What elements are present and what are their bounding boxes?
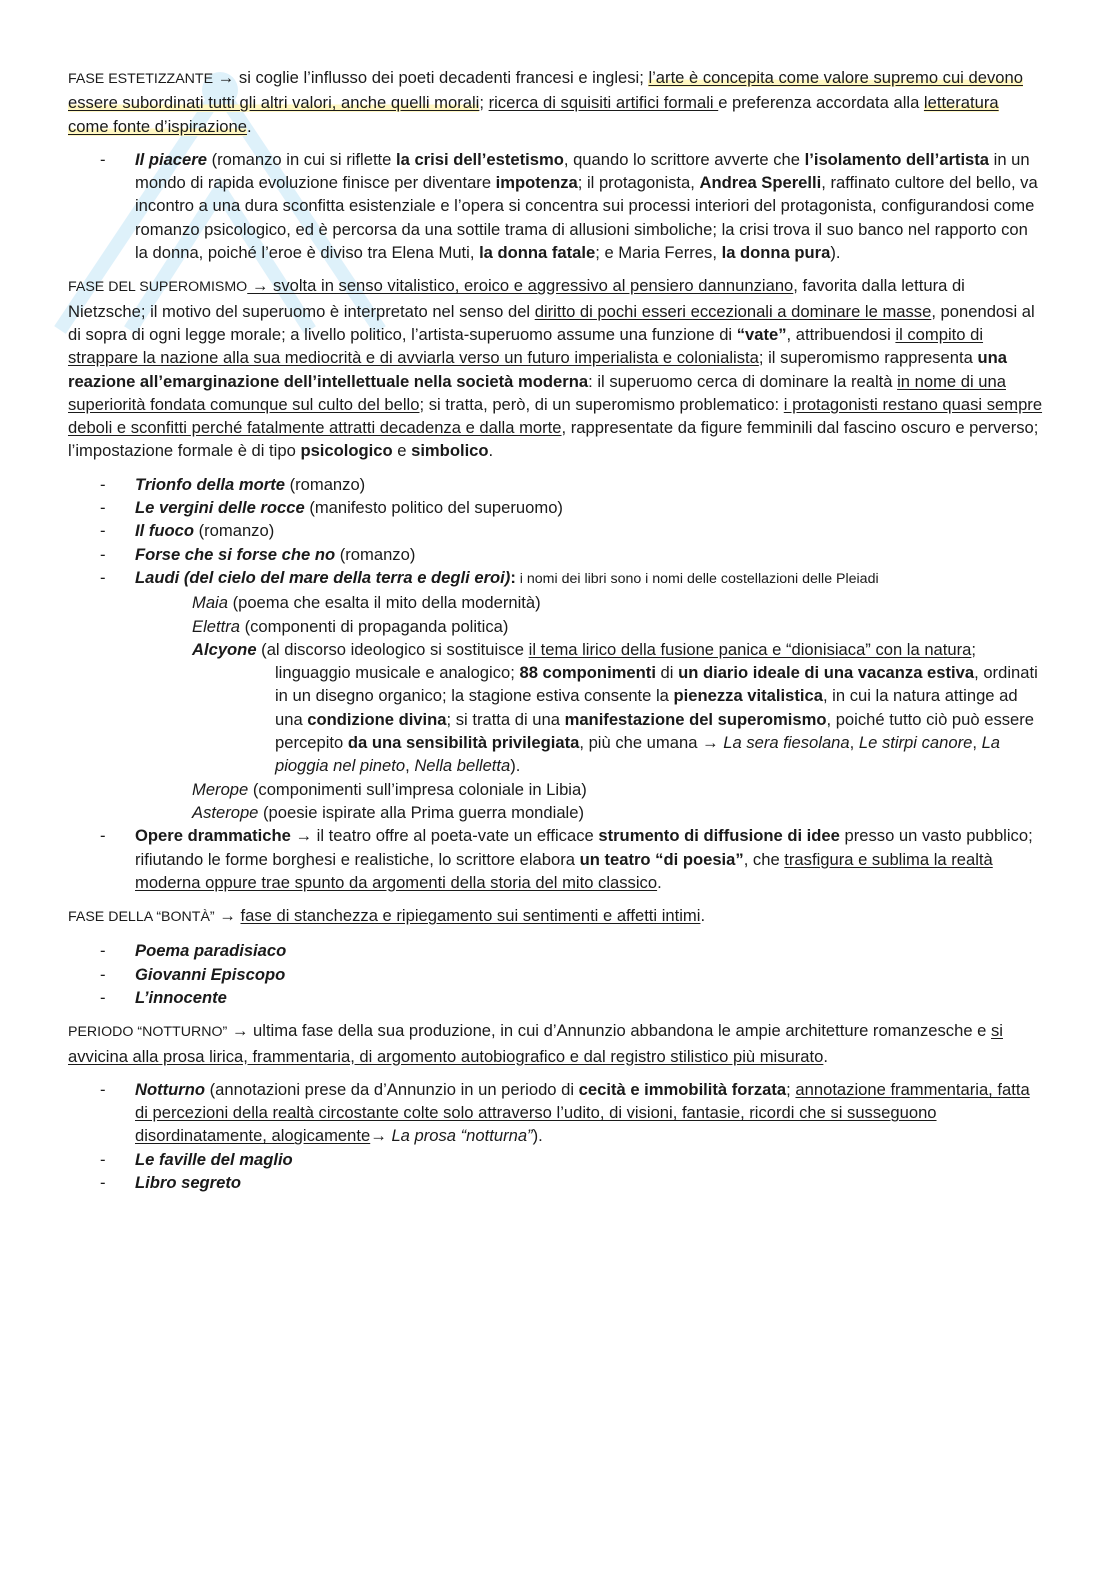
section-estetizzante: FASE ESTETIZZANTE → si coglie l’influsso dei poeti decadenti francesi e inglesi; l’arte è concepita come valore supremo cui devono essere subordinati tutti gli altri valori, anche quelli morali; ricerca di squisiti artifici formali e preferenza accordata alla letteratura come fonte d’ispirazione.	[68, 68, 1023, 136]
section-label: PERIODO “NOTTURNO”	[68, 1024, 228, 1041]
section-notturno: PERIODO “NOTTURNO” → ultima fase della sua produzione, in cui d’Annunzio abbandona le ampie architetture romanzesche e si avvicina alla prosa lirica, frammentaria, di argomento autobiografico e dal registro stilistico più misurato.	[68, 1021, 1003, 1066]
section-superomismo: FASE DEL SUPEROMISMO → svolta in senso vitalistico, eroico e aggressivo al pensiero dannunziano, favorita dalla lettura di Nietzsche; il motivo del superuomo è interpretato nel senso del diritto di pochi esseri eccezionali a dominare le masse, ponendosi al di sopra di ogni legge morale; a livello politico, l’artista-superuomo assume una funzione di “vate”, attribuendosi il compito di strappare la nazione alla sua mediocrità e di avviarla verso un futuro imperialista e colonialista; il superomismo rappresenta una reazione all’emarginazione dell’intellettuale nella società moderna: il superuomo cerca di dominare la realtà in nome di una superiorità fondata comunque sul culto del bello; si tratta, però, di un superomismo problematico: i protagonisti restano quasi sempre deboli e sconfitti perché fatalmente attratti decadenza e dalla morte, rappresentate da figure femminili dal fascino oscuro e perverso; l’impostazione formale è di tipo psicologico e simbolico.	[68, 276, 1043, 461]
work-list	[68, 148, 1043, 264]
list-item: - Trionfo della morte (romanzo)	[68, 473, 1043, 496]
document-page	[68, 66, 1043, 1204]
list-item-laudi: - Laudi (del cielo del mare della terra e degli eroi): i nomi dei libri sono i nomi delle costellazioni delle Pleiadi Maia (poema che esalta il mito della modernità) Elettra (componenti di propaganda politica) Alcyone (al discorso ideologico si sostituisce il tema lirico della fusione panica e “dionisiaca” con la natura; linguaggio musicale e analogico; 88 componimenti di un diario ideale di una vacanza estiva, ordinati in un disegno organico; la stagione estiva consente la pienezza vitalistica, in cui la natura attinge ad una condizione divina; si tratta di una manifestazione del superomismo, poiché tutto ciò può essere percepito da una sensibilità privilegiata, più che umana → La sera fiesolana, Le stirpi canore, La pioggia nel pineto, Nella belletta). Merope (componimenti sull’impresa coloniale in Libia) Asterope (poesie ispirate alla Prima guerra mondiale)	[68, 566, 1043, 824]
laudi-alcyone: Alcyone (al discorso ideologico si sostituisce il tema lirico della fusione panica e “dionisiaca” con la natura; linguaggio musicale e analogico; 88 componimenti di un diario ideale di una vacanza estiva, ordinati in un disegno organico; la stagione estiva consente la pienezza vitalistica, in cui la natura attinge ad una condizione divina; si tratta di una manifestazione del superomismo, poiché tutto ciò può essere percepito da una sensibilità privilegiata, più che umana → La sera fiesolana, Le stirpi canore, La pioggia nel pineto, Nella belletta).	[192, 639, 1038, 776]
list-item: - L’innocente	[68, 986, 1043, 1009]
list-item: - Le vergini delle rocce (manifesto politico del superuomo)	[68, 496, 1043, 519]
list-item: - Forse che si forse che no (romanzo)	[68, 543, 1043, 566]
section-label: FASE ESTETIZZANTE	[68, 71, 214, 87]
laudi-merope: Merope (componimenti sull’impresa coloniale in Libia)	[192, 779, 587, 799]
laudi-maia: Maia (poema che esalta il mito della modernità)	[192, 593, 541, 613]
section-label: FASE DEL SUPEROMISMO	[68, 279, 248, 296]
section-label: FASE DELLA “BONTÀ”	[68, 909, 215, 926]
work-list	[68, 939, 1043, 1009]
laudi-elettra: Elettra (componenti di propaganda politica)	[192, 616, 509, 636]
list-item: - Giovanni Episcopo	[68, 963, 1043, 986]
list-item: - Le faville del maglio	[68, 1148, 1043, 1171]
list-item: - Notturno (annotazioni prese da d’Annunzio in un periodo di cecità e immobilità forzata; annotazione frammentaria, fatta di percezioni della realtà circostante colte solo attraverso l’udito, di visioni, fantasie, ricordi che si susseguono disordinatamente, alogicamente→ La prosa “notturna”).	[68, 1078, 1043, 1148]
work-list	[68, 1078, 1043, 1194]
section-bonta: FASE DELLA “BONTÀ” → fase di stanchezza e ripiegamento sui sentimenti e affetti intimi.	[68, 906, 706, 926]
work-list	[68, 473, 1043, 894]
list-item: - Libro segreto	[68, 1171, 1043, 1194]
list-item-drammatiche: - Opere drammatiche → il teatro offre al poeta-vate un efficace strumento di diffusione di idee presso un vasto pubblico; rifiutando le forme borghesi e realistiche, lo scrittore elabora un teatro “di poesia”, che trasfigura e sublima la realtà moderna oppure trae spunto da argomenti della storia del mito classico.	[68, 824, 1043, 894]
laudi-asterope: Asterope (poesie ispirate alla Prima guerra mondiale)	[192, 802, 584, 822]
list-item: - Il piacere (romanzo in cui si riflette la crisi dell’estetismo, quando lo scrittore avverte che l’isolamento dell’artista in un mondo di rapida evoluzione finisce per diventare impotenza; il protagonista, Andrea Sperelli, raffinato cultore del bello, va incontro a una dura sconfitta esistenziale e l’opera si concentra sui processi interiori del protagonista, configurandosi come romanzo psicologico, ed è percorsa da una sottile trama di allusioni simboliche; la crisi trova il suo banco nel rapporto con la donna, poiché l’eroe è diviso tra Elena Muti, la donna fatale; e Maria Ferres, la donna pura).	[68, 148, 1043, 264]
list-item: - Poema paradisiaco	[68, 939, 1043, 962]
list-item: - Il fuoco (romanzo)	[68, 519, 1043, 542]
